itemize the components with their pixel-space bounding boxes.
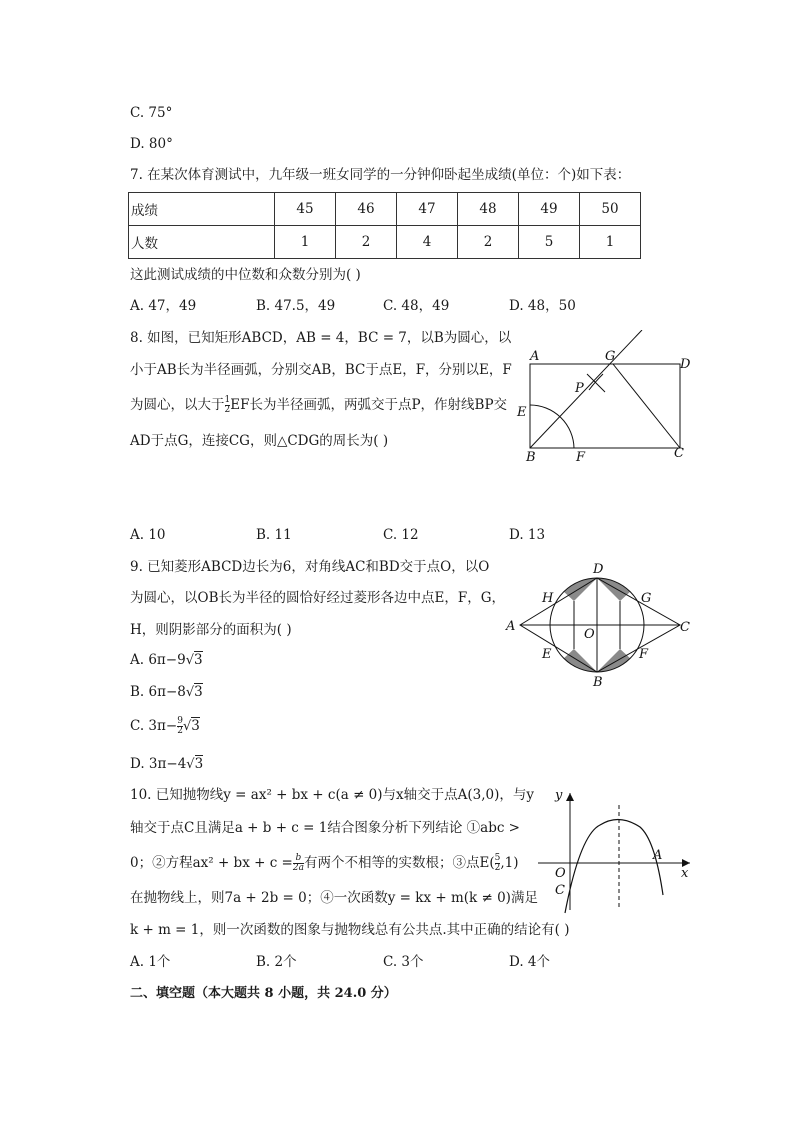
q9-rhombus-figure bbox=[500, 560, 700, 690]
label-g: G bbox=[641, 591, 652, 606]
label-g: G bbox=[605, 349, 616, 364]
label-d: D bbox=[680, 357, 691, 372]
y-axis-arrow-icon bbox=[566, 793, 574, 801]
q8-option-a: A. 10 bbox=[130, 527, 166, 543]
fraction-denominator: 2 bbox=[224, 405, 231, 415]
q10-line-3 bbox=[130, 853, 518, 873]
label-f: F bbox=[639, 647, 649, 662]
table-cell: 成绩 bbox=[129, 193, 275, 226]
label-c: C bbox=[674, 446, 684, 461]
segment-cg bbox=[613, 364, 680, 448]
q8-rectangle-figure bbox=[515, 330, 695, 465]
section-heading: 二、填空题（本大题共 8 小题，共 24.0 分） bbox=[130, 986, 397, 1001]
q9-line-3: H，则阴影部分的面积为( ) bbox=[130, 622, 292, 638]
q8-option-c: C. 12 bbox=[383, 527, 419, 543]
q8-line-3-a: 为圆心，以大于 bbox=[130, 397, 225, 413]
q8-option-d: D. 13 bbox=[509, 527, 546, 543]
option-prefix: D. 3π−4 bbox=[130, 756, 187, 772]
ray-bp bbox=[530, 330, 642, 448]
option-d-prev: D. 80° bbox=[130, 136, 173, 152]
fraction-denominator: 2 bbox=[494, 863, 501, 873]
fraction-denominator: 2a bbox=[292, 863, 304, 873]
q10-option-c: C. 3个 bbox=[383, 954, 424, 970]
q8-line-3 bbox=[130, 395, 507, 415]
table-cell: 2 bbox=[336, 226, 397, 259]
q10-option-d: D. 4个 bbox=[509, 954, 551, 970]
table-cell: 1 bbox=[275, 226, 336, 259]
label-y: y bbox=[555, 788, 563, 803]
q10-option-a: A. 1个 bbox=[130, 954, 171, 970]
label-h: H bbox=[542, 591, 554, 606]
label-e: E bbox=[542, 647, 552, 662]
sqrt-radicand: 3 bbox=[194, 652, 203, 668]
fraction-numerator: 9 bbox=[177, 716, 183, 726]
q10-parabola-figure bbox=[530, 785, 700, 915]
table-row bbox=[129, 193, 641, 226]
label-o: O bbox=[555, 866, 566, 881]
table-cell: 50 bbox=[580, 193, 641, 226]
q10-line-2: 轴交于点C且满足a + b + c = 1结合图象分析下列结论 ①abc > bbox=[130, 820, 520, 836]
q10-line-3-a: 0；②方程ax² + bx + c = bbox=[130, 855, 293, 871]
label-a: A bbox=[530, 349, 540, 364]
fraction-b-over-2a bbox=[293, 854, 304, 873]
q10-line-3-b: 有两个不相等的实数根；③点E( bbox=[303, 855, 495, 871]
fraction-numerator: b bbox=[293, 854, 304, 864]
q8-line-3-b: EF长为半径画弧，两弧交于点P，作射线BP交 bbox=[230, 397, 508, 413]
q9-option-b: B. 6π−8√3 bbox=[130, 684, 203, 700]
parabola-curve bbox=[565, 819, 663, 913]
q7-option-d: D. 48，50 bbox=[509, 298, 576, 314]
label-b: B bbox=[526, 450, 536, 465]
option-c-prev: C. 75° bbox=[130, 105, 173, 121]
table-cell: 人数 bbox=[129, 226, 275, 259]
table-cell: 45 bbox=[275, 193, 336, 226]
sqrt-radicand: 3 bbox=[191, 718, 200, 734]
label-a: A bbox=[506, 619, 516, 634]
label-o: O bbox=[584, 627, 595, 642]
q10-option-b: B. 2个 bbox=[256, 954, 297, 970]
q7-option-a: A. 47，49 bbox=[130, 298, 197, 314]
q8-line-2: 小于AB长为半径画弧，分别交AB，BC于点E，F，分别以E，F bbox=[130, 362, 512, 378]
rectangle-abcd bbox=[530, 364, 680, 448]
table-cell: 4 bbox=[397, 226, 458, 259]
label-x: x bbox=[681, 866, 689, 881]
q7-question: 这此测试成绩的中位数和众数分别为( ) bbox=[130, 267, 361, 283]
sqrt-radicand: 3 bbox=[194, 684, 203, 700]
table-cell: 1 bbox=[580, 226, 641, 259]
table-row bbox=[129, 226, 641, 259]
q8-option-b: B. 11 bbox=[256, 527, 292, 543]
q10-line-3-c: ,1) bbox=[500, 855, 519, 871]
label-b: B bbox=[593, 675, 603, 690]
q7-score-table bbox=[128, 192, 641, 259]
q7-option-b: B. 47.5，49 bbox=[256, 298, 336, 314]
q10-line-5: k + m = 1，则一次函数的图象与抛物线总有公共点.其中正确的结论有( ) bbox=[130, 922, 570, 938]
sqrt-radicand: 3 bbox=[194, 756, 204, 772]
q8-line-4: AD于点G，连接CG，则△CDG的周长为( ) bbox=[130, 433, 389, 449]
fraction-numerator: 5 bbox=[494, 853, 501, 863]
table-cell: 46 bbox=[336, 193, 397, 226]
q9-line-2: 为圆心，以OB长为半径的圆恰好经过菱形各边中点E，F，G， bbox=[130, 590, 505, 606]
table-cell: 48 bbox=[458, 193, 519, 226]
option-prefix: A. 6π−9 bbox=[130, 652, 186, 668]
q10-line-4: 在抛物线上，则7a + 2b = 0；④一次函数y = kx + m(k ≠ 0)满足 bbox=[130, 890, 538, 906]
label-d: D bbox=[593, 562, 604, 577]
q7-stem: 7. 在某次体育测试中，九年级一班女同学的一分钟仰卧起坐成绩(单位：个)如下表： bbox=[130, 167, 631, 183]
fraction-denominator: 2 bbox=[177, 726, 183, 736]
label-f: F bbox=[576, 450, 586, 465]
q8-line-1: 8. 如图，已知矩形ABCD，AB = 4，BC = 7，以B为圆心，以 bbox=[130, 330, 512, 346]
q9-option-a: A. 6π−9√3 bbox=[130, 652, 203, 668]
fraction-numerator: 1 bbox=[224, 395, 231, 405]
q9-option-c: C. 3π− $\frac{9}{2}$ √3 bbox=[130, 716, 200, 736]
table-cell: 49 bbox=[519, 193, 580, 226]
label-c: C bbox=[555, 883, 565, 898]
table-cell: 47 bbox=[397, 193, 458, 226]
label-e: E bbox=[517, 405, 527, 420]
q7-option-c: C. 48，49 bbox=[383, 298, 450, 314]
table-cell: 5 bbox=[519, 226, 580, 259]
q9-line-1: 9. 已知菱形ABCD边长为6，对角线AC和BD交于点O，以O bbox=[130, 559, 490, 575]
option-prefix: C. 3π− bbox=[130, 718, 178, 734]
option-prefix: B. 6π−8 bbox=[130, 684, 186, 700]
q9-option-d: D. 3π−4√3 bbox=[130, 756, 204, 772]
label-a: A bbox=[653, 848, 663, 863]
q10-line-1: 10. 已知抛物线y = ax² + bx + c(a ≠ 0)与x轴交于点A(3,0)，与y bbox=[130, 787, 535, 803]
label-c: C bbox=[680, 620, 690, 635]
table-cell: 2 bbox=[458, 226, 519, 259]
label-p: P bbox=[575, 381, 584, 396]
